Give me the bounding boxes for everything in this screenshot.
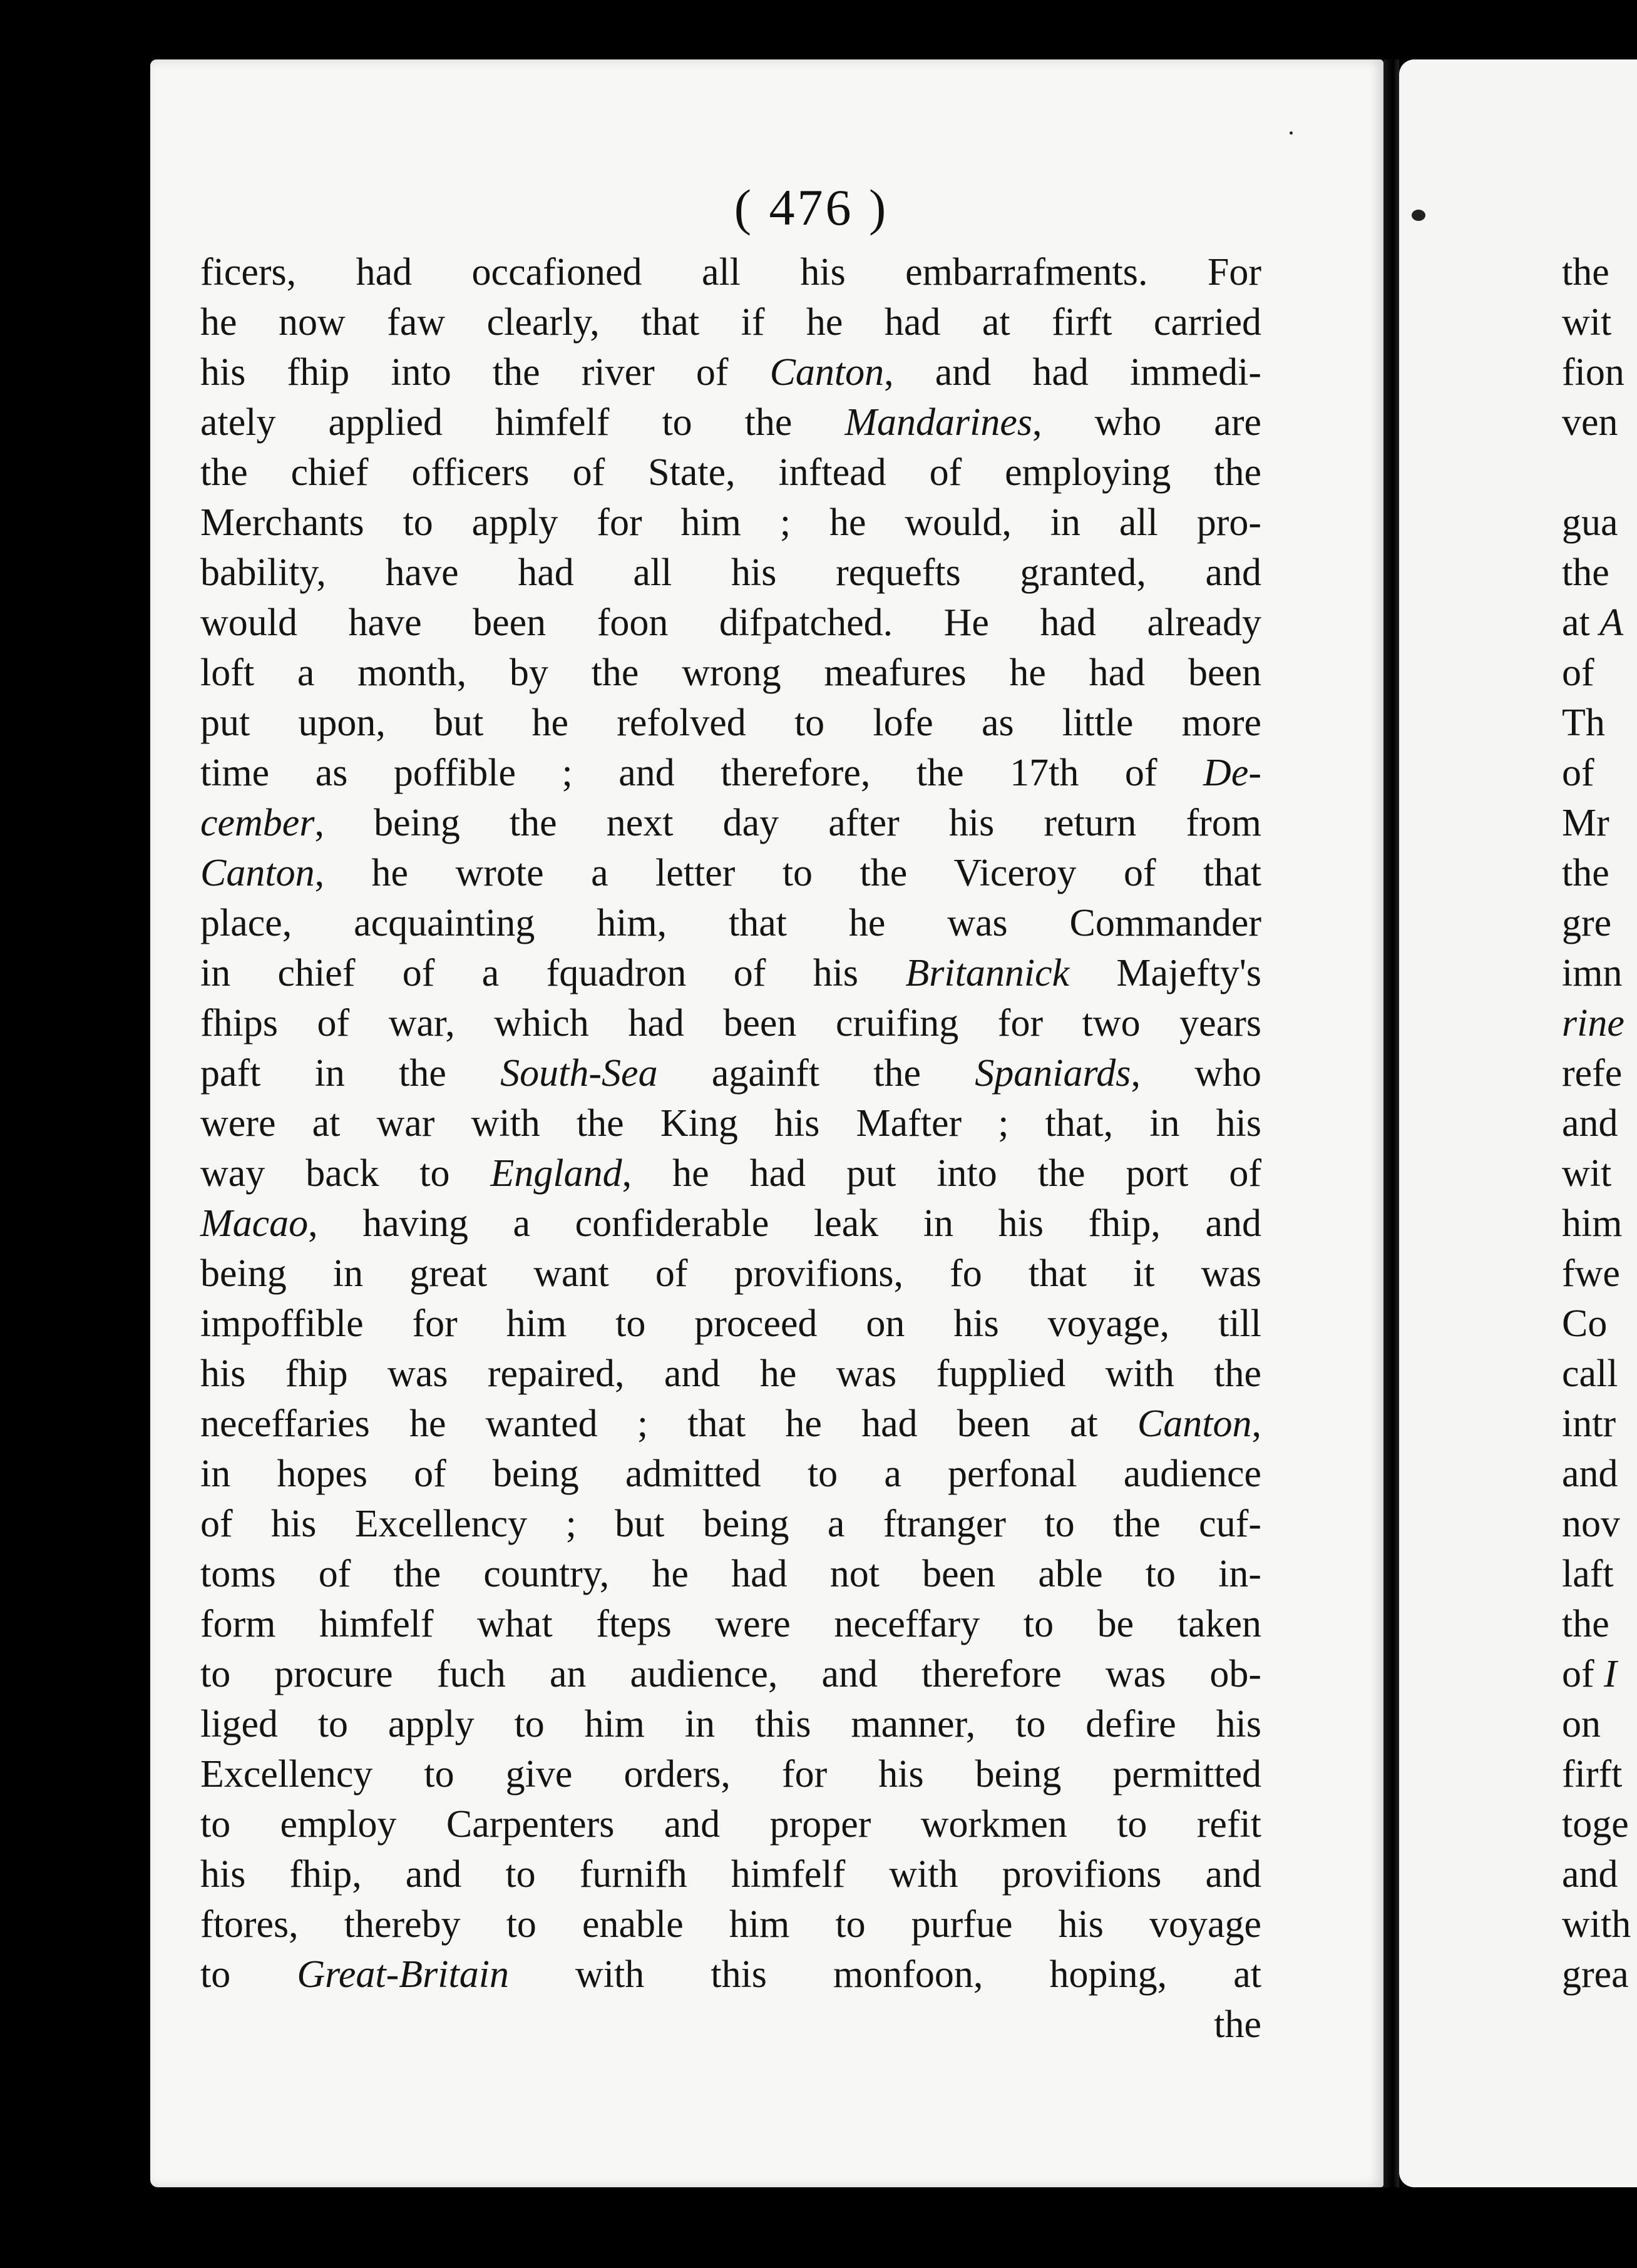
right-page-fragment: fwe (1562, 1252, 1620, 1295)
text-line: his fhip, and to furnifh himfelf with provifions and (200, 1853, 1261, 1896)
book-gutter (1383, 59, 1399, 2187)
text-line: put upon, but he refolved to lofe as little more (200, 702, 1261, 744)
text-line: his fhip into the river of Canton, and had immedi- (200, 351, 1262, 394)
catchword: the (1214, 2003, 1261, 2046)
text-line: time as poffible ; and therefore, the 17th of De- (200, 752, 1261, 794)
right-page-fragment: Th (1562, 702, 1605, 744)
right-page-fragment: laft (1562, 1553, 1614, 1595)
right-page-fragment: on (1562, 1703, 1601, 1745)
text-line: to Great-Britain with this monfoon, hoping, at (200, 1953, 1261, 1996)
text-line: the chief officers of State, inftead of employing the (200, 451, 1261, 494)
right-page-fragment: intr (1562, 1402, 1616, 1445)
right-page-fragment: Co (1562, 1302, 1608, 1345)
text-line: were at war with the King his Mafter ; that, in his (200, 1102, 1261, 1145)
text-line: toms of the country, he had not been able to in- (200, 1553, 1261, 1595)
text-line: Canton, he wrote a letter to the Viceroy of that (200, 852, 1261, 894)
right-page-fragment: and (1562, 1853, 1618, 1896)
right-page-fragment: firft (1562, 1753, 1623, 1796)
text-line: bability, have had all his requefts granted, and (200, 551, 1261, 594)
right-page-fragment: the (1562, 1603, 1609, 1645)
text-line: in hopes of being admitted to a perfonal audience (200, 1453, 1261, 1495)
right-page-fragment: call (1562, 1352, 1618, 1395)
right-page-fragment: ven (1562, 401, 1618, 444)
right-page-fragment: of (1562, 752, 1594, 794)
text-line: way back to England, he had put into the port of (200, 1152, 1261, 1195)
text-line: Merchants to apply for him ; he would, in all pro- (200, 501, 1261, 544)
ink-speck (1412, 210, 1425, 221)
text-line: Excellency to give orders, for his being permitted (200, 1753, 1261, 1796)
right-page-fragment: the (1562, 251, 1609, 294)
text-line: of his Excellency ; but being a ftranger to the cuf- (200, 1503, 1261, 1545)
text-line: neceffaries he wanted ; that he had been at Canton, (200, 1402, 1261, 1445)
right-page-fragment: imn (1562, 952, 1623, 994)
right-page-fragment: Mr (1562, 802, 1609, 844)
text-line: form himfelf what fteps were neceffary to be taken (200, 1603, 1261, 1645)
text-line: in chief of a fquadron of his Britannick Majefty's (200, 952, 1261, 994)
text-line: ately applied himfelf to the Mandarines, who are (200, 401, 1261, 444)
text-line: liged to apply to him in this manner, to defire his (200, 1703, 1261, 1745)
text-line: he now faw clearly, that if he had at firft carried (200, 301, 1261, 344)
right-page-fragment: the (1562, 551, 1609, 594)
right-page-fragment (1562, 447, 1637, 498)
right-page-fragment: wit (1562, 1152, 1612, 1195)
right-page-fragment: gre (1562, 902, 1612, 944)
text-line: his fhip was repaired, and he was fupplied with the (200, 1352, 1261, 1395)
text-line: being in great want of provifions, fo that it was (200, 1252, 1261, 1295)
text-line: place, acquainting him, that he was Commander (200, 902, 1261, 944)
right-page-fragment: rine (1562, 1002, 1624, 1045)
text-line: Macao, having a confiderable leak in his fhip, and (200, 1202, 1261, 1245)
right-page-fragments (1562, 247, 1637, 2000)
right-page-fragment: the (1562, 852, 1609, 894)
text-line: ficers, had occafioned all his embarrafments. For (200, 251, 1261, 294)
text-line: fhips of war, which had been cruifing for two years (200, 1002, 1261, 1045)
text-line: cember, being the next day after his return from (200, 802, 1261, 844)
right-page-fragment: of (1562, 651, 1594, 694)
text-line: loft a month, by the wrong meafures he had been (200, 651, 1261, 694)
body-text (200, 247, 1261, 2050)
right-page-fragment: refe (1562, 1052, 1623, 1095)
text-line: to procure fuch an audience, and therefore was ob- (200, 1653, 1261, 1695)
right-page-fragment: fion (1562, 351, 1624, 394)
text-line: paft in the South-Sea againft the Spaniards, who (200, 1052, 1261, 1095)
right-page-fragment: and (1562, 1453, 1618, 1495)
right-page-fragment: gua (1562, 501, 1618, 544)
page-number: ( 476 ) (734, 179, 889, 236)
right-page-fragment: and (1562, 1102, 1618, 1145)
right-page-fragment: with (1562, 1903, 1631, 1946)
right-page-fragment: wit (1562, 301, 1612, 344)
right-page-fragment: at A (1562, 601, 1624, 644)
right-page-fragment: him (1562, 1202, 1623, 1245)
text-line: impoffible for him to proceed on his voyage, till (200, 1302, 1261, 1345)
right-page-fragment: toge (1562, 1803, 1629, 1846)
text-line: to employ Carpenters and proper workmen to refit (200, 1803, 1261, 1846)
right-page-fragment: of I (1562, 1653, 1617, 1695)
ink-speck (1290, 131, 1293, 135)
text-line: ftores, thereby to enable him to purfue his voyage (200, 1903, 1261, 1946)
text-line: would have been foon difpatched. He had already (200, 601, 1261, 644)
right-page-fragment: nov (1562, 1503, 1620, 1545)
right-page-fragment: grea (1562, 1953, 1629, 1996)
